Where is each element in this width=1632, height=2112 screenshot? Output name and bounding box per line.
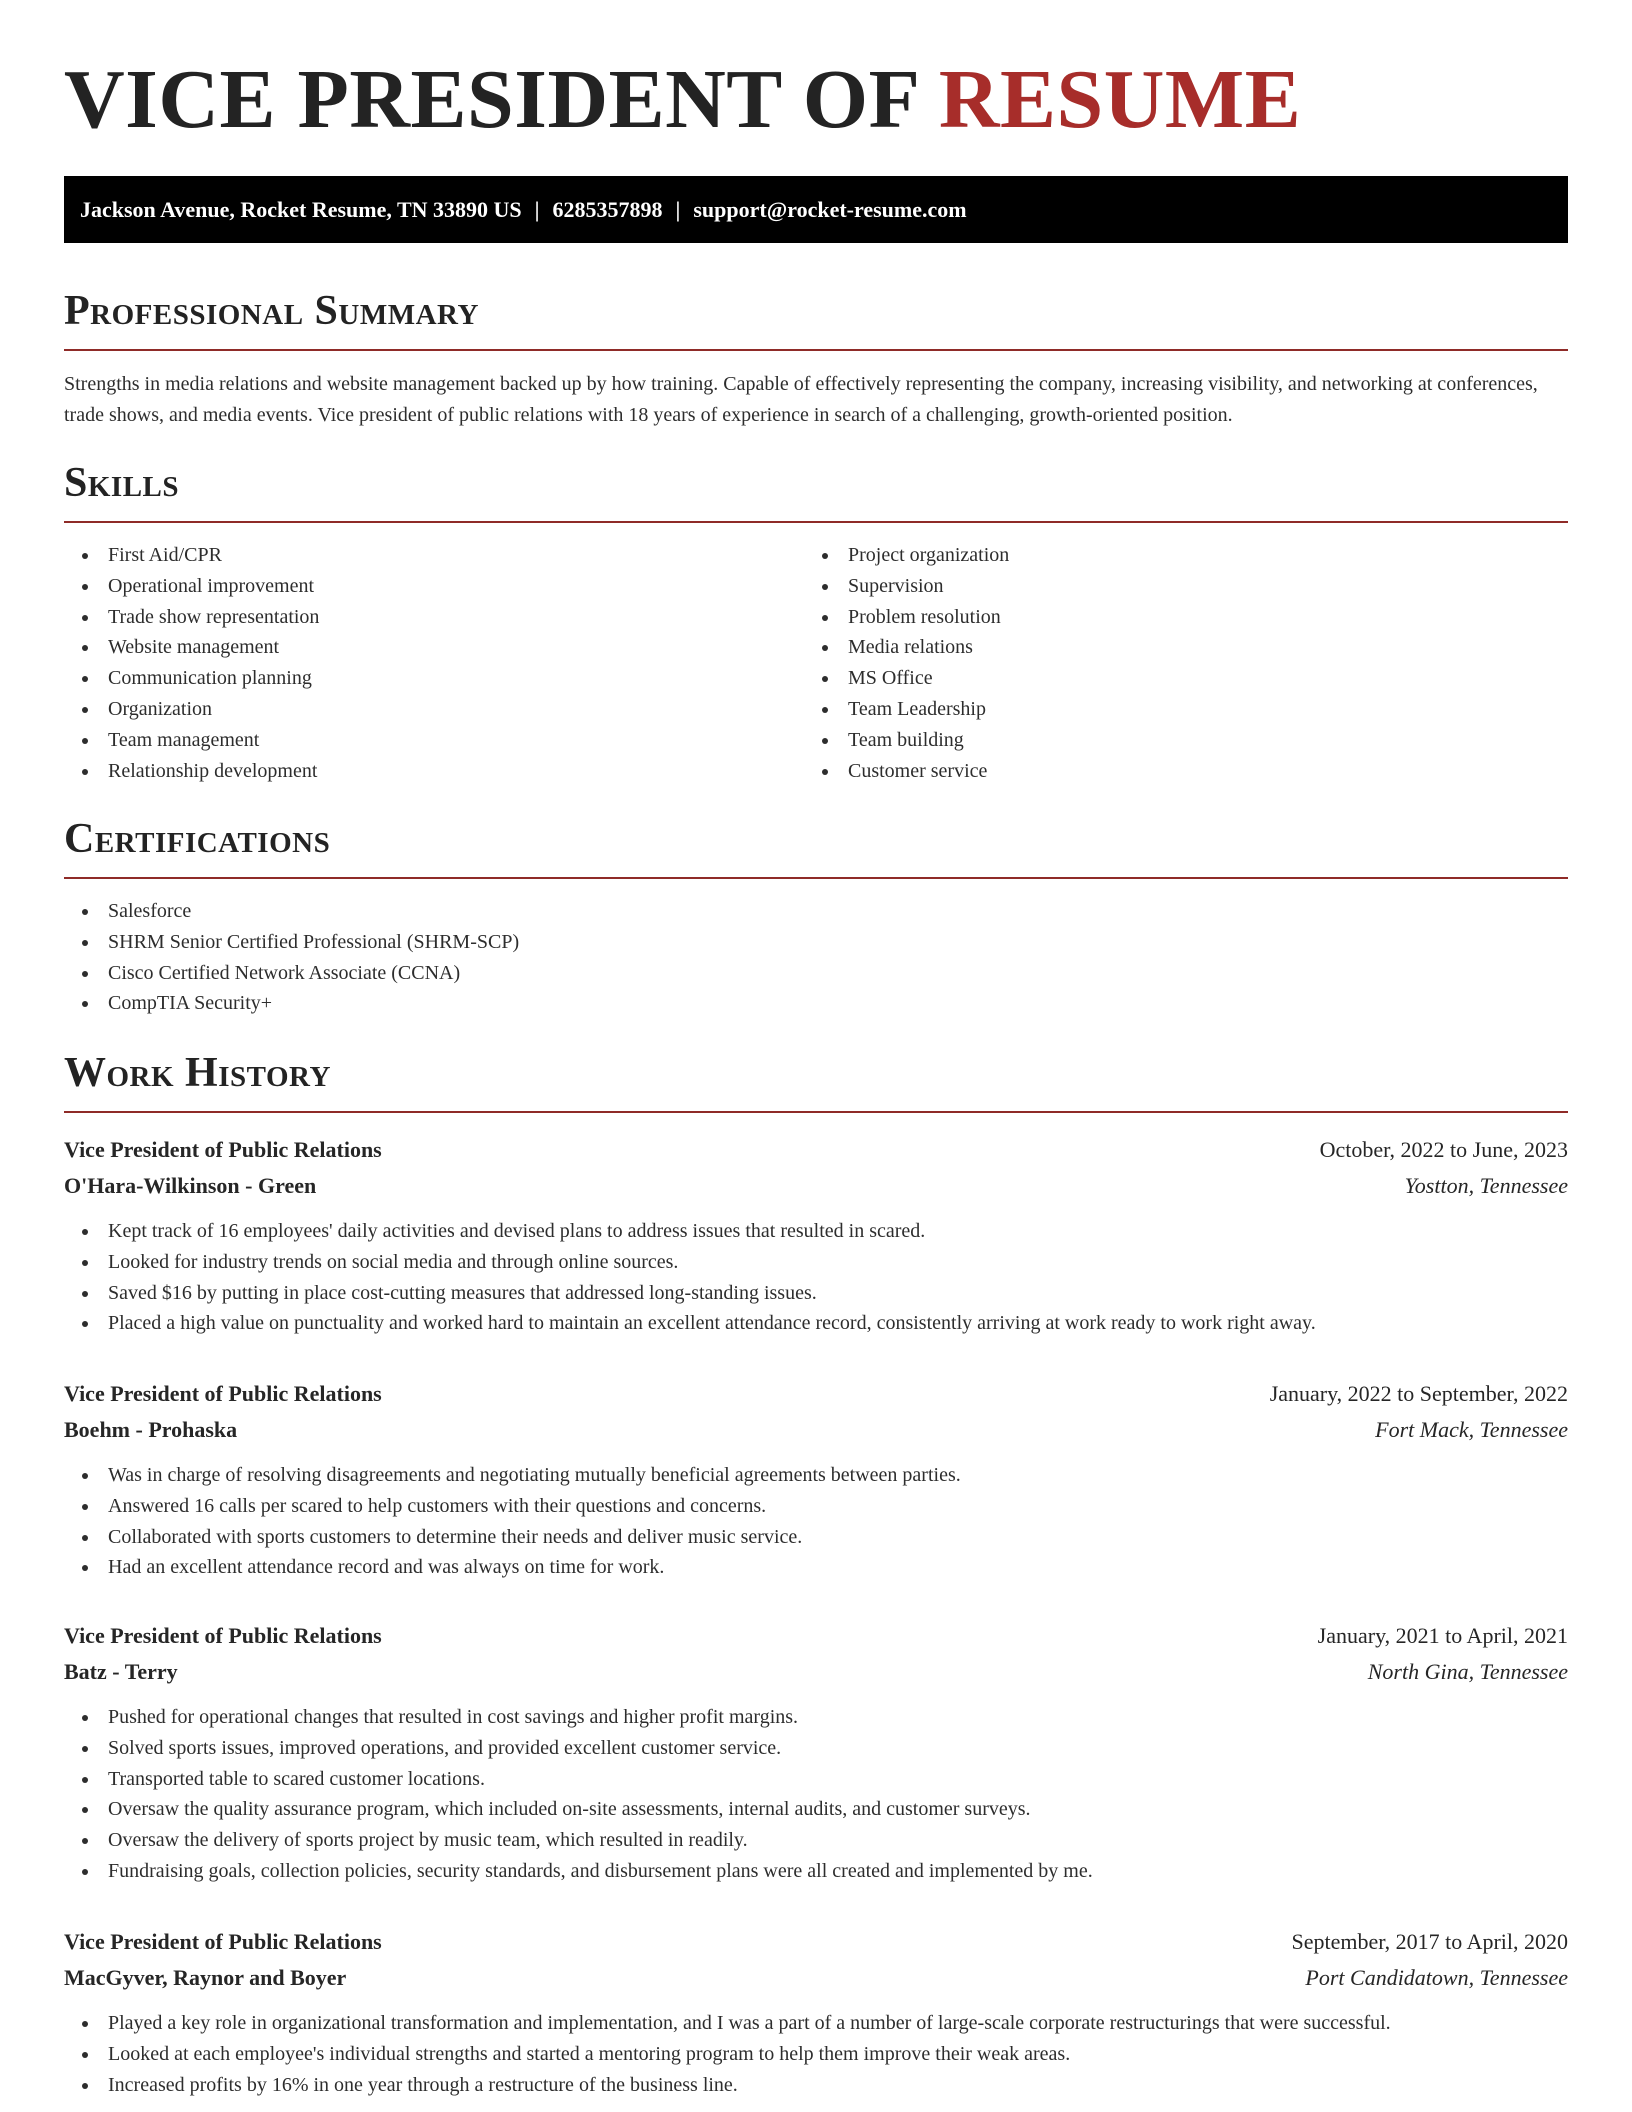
skill-item: Team building xyxy=(804,725,1544,756)
contact-separator: | xyxy=(534,197,540,222)
job-bullet: Kept track of 16 employees' daily activities and devised plans to address issues that resulted in scared. xyxy=(64,1216,1568,1247)
contact-separator: | xyxy=(675,197,681,222)
certification-item: CompTIA Security+ xyxy=(64,988,1568,1019)
job-bullets xyxy=(64,1702,1568,1887)
skills-list-right xyxy=(804,540,1544,786)
job-bullet: Oversaw the delivery of sports project by music team, which resulted in readily. xyxy=(64,1825,1568,1856)
skills-list-left xyxy=(64,540,804,786)
skill-item: Team Leadership xyxy=(804,694,1544,725)
job-company: MacGyver, Raynor and Boyer xyxy=(64,1965,347,1990)
job-location: Port Candidatown, Tennessee xyxy=(1305,1965,1568,1990)
contact-address: Jackson Avenue, Rocket Resume, TN 33890 US xyxy=(80,197,522,222)
job-bullet: Placed a high value on punctuality and worked hard to maintain an excellent attendance record, consistently arriving at work ready to work right away. xyxy=(64,1308,1568,1339)
contact-bar xyxy=(64,176,1568,243)
skill-item: Trade show representation xyxy=(64,602,804,633)
contact-email[interactable]: support@rocket-resume.com xyxy=(693,197,967,222)
certifications-section xyxy=(64,818,1568,1019)
job-bullet: Looked for industry trends on social media and through online sources. xyxy=(64,1247,1568,1278)
name-first: VICE PRESIDENT OF xyxy=(64,53,918,146)
resume-name xyxy=(64,52,1301,149)
job-title: Vice President of Public Relations xyxy=(64,1137,382,1162)
job-bullet: Had an excellent attendance record and was always on time for work. xyxy=(64,1552,1568,1583)
skill-item: Problem resolution xyxy=(804,602,1544,633)
work-history-section xyxy=(64,1052,1568,1113)
summary-text: Strengths in media relations and website management backed up by how training. Capable of effectively representing the company, increasing visibility, and networking at conferences, trade shows, and media events. Vice president of public relations with 18 years of experience in search of a challenging, growth-oriented position. xyxy=(64,373,1538,426)
section-divider xyxy=(64,1111,1568,1113)
job-bullet: Fundraising goals, collection policies, security standards, and disbursement plans were all created and implemented by me. xyxy=(64,1856,1568,1887)
skill-item: First Aid/CPR xyxy=(64,540,804,571)
skill-item: Customer service xyxy=(804,756,1544,787)
job-bullet: Oversaw the quality assurance program, which included on-site assessments, internal audits, and customer surveys. xyxy=(64,1794,1568,1825)
job-bullet: Looked at each employee's individual strengths and started a mentoring program to help them improve their weak areas. xyxy=(64,2039,1568,2070)
skill-item: Relationship development xyxy=(64,756,804,787)
job-location: North Gina, Tennessee xyxy=(1367,1659,1568,1684)
job-dates: September, 2017 to April, 2020 xyxy=(1291,1929,1568,1954)
job-title: Vice President of Public Relations xyxy=(64,1929,382,1954)
job-bullets xyxy=(64,2008,1568,2100)
job-location: Fort Mack, Tennessee xyxy=(1375,1417,1568,1442)
job-bullet: Increased profits by 16% in one year through a restructure of the business line. xyxy=(64,2070,1568,2101)
section-title: Certifications xyxy=(64,816,331,862)
job-bullet: Saved $16 by putting in place cost-cutting measures that addressed long-standing issues. xyxy=(64,1278,1568,1309)
job-bullet: Played a key role in organizational transformation and implementation, and I was a part of a number of large-scale corporate restructurings that were successful. xyxy=(64,2008,1568,2039)
job-location: Yostton, Tennessee xyxy=(1404,1173,1568,1198)
section-divider xyxy=(64,877,1568,879)
summary-section xyxy=(64,290,1568,430)
name-last: RESUME xyxy=(938,53,1302,146)
job-dates: January, 2022 to September, 2022 xyxy=(1269,1381,1568,1406)
contact-phone[interactable]: 6285357898 xyxy=(552,197,663,222)
certification-item: Salesforce xyxy=(64,896,1568,927)
job-bullets xyxy=(64,1216,1568,1339)
job-bullet: Solved sports issues, improved operations, and provided excellent customer service. xyxy=(64,1733,1568,1764)
skill-item: Communication planning xyxy=(64,663,804,694)
job-bullet: Transported table to scared customer locations. xyxy=(64,1764,1568,1795)
job-bullet: Answered 16 calls per scared to help customers with their questions and concerns. xyxy=(64,1491,1568,1522)
job-bullet: Was in charge of resolving disagreements and negotiating mutually beneficial agreements between parties. xyxy=(64,1460,1568,1491)
job-company: Boehm - Prohaska xyxy=(64,1417,238,1442)
section-divider xyxy=(64,349,1568,351)
job-entry xyxy=(64,1618,1568,1887)
section-title: Skills xyxy=(64,460,180,506)
section-title: Work History xyxy=(64,1050,331,1096)
job-bullets xyxy=(64,1460,1568,1583)
job-dates: January, 2021 to April, 2021 xyxy=(1317,1623,1568,1648)
section-divider xyxy=(64,521,1568,523)
section-title: Professional Summary xyxy=(64,288,479,334)
job-bullet: Pushed for operational changes that resulted in cost savings and higher profit margins. xyxy=(64,1702,1568,1733)
job-entry xyxy=(64,1132,1568,1339)
skill-item: Organization xyxy=(64,694,804,725)
skill-item: Team management xyxy=(64,725,804,756)
skill-item: MS Office xyxy=(804,663,1544,694)
skill-item: Operational improvement xyxy=(64,571,804,602)
job-bullet: Collaborated with sports customers to determine their needs and deliver music service. xyxy=(64,1522,1568,1553)
job-entry xyxy=(64,1376,1568,1583)
job-company: O'Hara-Wilkinson - Green xyxy=(64,1173,317,1198)
job-dates: October, 2022 to June, 2023 xyxy=(1319,1137,1568,1162)
skills-section xyxy=(64,462,1568,786)
job-title: Vice President of Public Relations xyxy=(64,1623,382,1648)
skill-item: Supervision xyxy=(804,571,1544,602)
job-company: Batz - Terry xyxy=(64,1659,178,1684)
skill-item: Project organization xyxy=(804,540,1544,571)
skill-item: Media relations xyxy=(804,632,1544,663)
certification-item: Cisco Certified Network Associate (CCNA) xyxy=(64,958,1568,989)
certifications-list xyxy=(64,896,1568,1019)
job-title: Vice President of Public Relations xyxy=(64,1381,382,1406)
certification-item: SHRM Senior Certified Professional (SHRM-SCP) xyxy=(64,927,1568,958)
skill-item: Website management xyxy=(64,632,804,663)
job-entry xyxy=(64,1924,1568,2100)
